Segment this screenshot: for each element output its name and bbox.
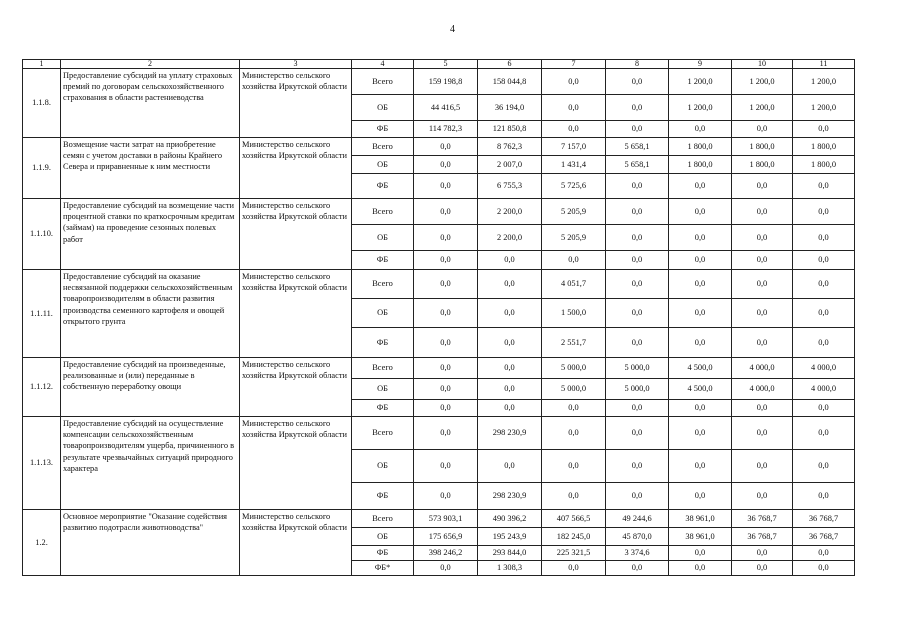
amount-cell: 5 658,1: [606, 156, 669, 174]
executor: Министерство сельского хозяйства Иркутской области: [240, 358, 352, 417]
amount-cell: 0,0: [414, 379, 478, 400]
funding-source: ОБ: [352, 379, 414, 400]
amount-cell: 0,0: [793, 483, 855, 510]
amount-cell: 293 844,0: [478, 546, 542, 561]
funding-source: ОБ: [352, 450, 414, 483]
funding-source: ОБ: [352, 528, 414, 546]
amount-cell: 573 903,1: [414, 510, 478, 528]
amount-cell: 0,0: [606, 450, 669, 483]
table-row: [23, 69, 855, 95]
amount-cell: 0,0: [606, 225, 669, 251]
amount-cell: 0,0: [732, 299, 793, 328]
amount-cell: 0,0: [793, 174, 855, 199]
amount-cell: 7 157,0: [542, 138, 606, 156]
table-row: [23, 358, 855, 379]
amount-cell: 398 246,2: [414, 546, 478, 561]
amount-cell: 0,0: [414, 328, 478, 358]
measure-name: Возмещение части затрат на приобретение семян с учетом доставки в районы Крайнего Севера и приравненные к ним местности: [61, 138, 240, 199]
amount-cell: 3 374,6: [606, 546, 669, 561]
table-row: [23, 510, 855, 528]
column-number: 8: [606, 60, 669, 69]
amount-cell: 36 768,7: [793, 528, 855, 546]
amount-cell: 0,0: [732, 199, 793, 225]
amount-cell: 0,0: [732, 561, 793, 576]
column-number: 1: [23, 60, 61, 69]
amount-cell: 0,0: [414, 270, 478, 299]
table-row: [23, 417, 855, 450]
amount-cell: 0,0: [732, 546, 793, 561]
amount-cell: 0,0: [414, 417, 478, 450]
amount-cell: 0,0: [669, 417, 732, 450]
amount-cell: 0,0: [732, 417, 793, 450]
column-number-row: [23, 60, 855, 69]
amount-cell: 0,0: [606, 199, 669, 225]
amount-cell: 0,0: [478, 358, 542, 379]
amount-cell: 1 800,0: [793, 156, 855, 174]
amount-cell: 0,0: [793, 225, 855, 251]
column-number: 5: [414, 60, 478, 69]
amount-cell: 2 551,7: [542, 328, 606, 358]
amount-cell: 0,0: [606, 417, 669, 450]
amount-cell: 5 205,9: [542, 199, 606, 225]
amount-cell: 195 243,9: [478, 528, 542, 546]
funding-source: Всего: [352, 199, 414, 225]
column-number: 9: [669, 60, 732, 69]
amount-cell: 38 961,0: [669, 510, 732, 528]
amount-cell: 5 000,0: [606, 358, 669, 379]
amount-cell: 0,0: [732, 270, 793, 299]
executor: Министерство сельского хозяйства Иркутской области: [240, 138, 352, 199]
amount-cell: 36 194,0: [478, 95, 542, 121]
amount-cell: 1 200,0: [793, 95, 855, 121]
amount-cell: 1 800,0: [793, 138, 855, 156]
item-number: 1.1.13.: [23, 417, 61, 510]
amount-cell: 45 870,0: [606, 528, 669, 546]
amount-cell: 0,0: [793, 251, 855, 270]
item-number: 1.1.11.: [23, 270, 61, 358]
measure-name: Предоставление субсидий на уплату страховых премий по договорам сельскохозяйственного страхования в области растениеводства: [61, 69, 240, 138]
amount-cell: 0,0: [606, 69, 669, 95]
amount-cell: 0,0: [414, 138, 478, 156]
amount-cell: 0,0: [793, 546, 855, 561]
amount-cell: 2 200,0: [478, 225, 542, 251]
funding-source: ОБ: [352, 95, 414, 121]
amount-cell: 0,0: [606, 328, 669, 358]
funding-source: ФБ: [352, 121, 414, 138]
amount-cell: 0,0: [669, 251, 732, 270]
amount-cell: 0,0: [669, 299, 732, 328]
measure-name: Предоставление субсидий на произведенные, реализованные и (или) переданные в собственную переработку овощи: [61, 358, 240, 417]
amount-cell: 1 200,0: [793, 69, 855, 95]
amount-cell: 4 000,0: [732, 358, 793, 379]
funding-source: ФБ: [352, 483, 414, 510]
amount-cell: 0,0: [606, 270, 669, 299]
amount-cell: 0,0: [478, 251, 542, 270]
funding-source: ФБ: [352, 328, 414, 358]
amount-cell: 407 566,5: [542, 510, 606, 528]
amount-cell: 0,0: [732, 483, 793, 510]
amount-cell: 0,0: [793, 417, 855, 450]
amount-cell: 38 961,0: [669, 528, 732, 546]
amount-cell: 1 308,3: [478, 561, 542, 576]
program-funding-table: [22, 59, 855, 576]
amount-cell: 8 762,3: [478, 138, 542, 156]
amount-cell: 0,0: [478, 328, 542, 358]
funding-source: Всего: [352, 270, 414, 299]
amount-cell: 0,0: [414, 358, 478, 379]
amount-cell: 158 044,8: [478, 69, 542, 95]
amount-cell: 0,0: [414, 225, 478, 251]
item-number: 1.1.8.: [23, 69, 61, 138]
amount-cell: 44 416,5: [414, 95, 478, 121]
amount-cell: 114 782,3: [414, 121, 478, 138]
amount-cell: 36 768,7: [793, 510, 855, 528]
amount-cell: 0,0: [669, 483, 732, 510]
amount-cell: 0,0: [669, 546, 732, 561]
funding-source: ФБ*: [352, 561, 414, 576]
amount-cell: 5 205,9: [542, 225, 606, 251]
amount-cell: 0,0: [542, 417, 606, 450]
amount-cell: 0,0: [542, 251, 606, 270]
funding-source: ФБ: [352, 251, 414, 270]
funding-source: Всего: [352, 69, 414, 95]
funding-source: ОБ: [352, 156, 414, 174]
page-number: 4: [450, 24, 455, 35]
amount-cell: 0,0: [478, 400, 542, 417]
amount-cell: 1 500,0: [542, 299, 606, 328]
amount-cell: 4 051,7: [542, 270, 606, 299]
executor: Министерство сельского хозяйства Иркутской области: [240, 270, 352, 358]
amount-cell: 4 000,0: [793, 379, 855, 400]
amount-cell: 0,0: [414, 174, 478, 199]
amount-cell: 0,0: [669, 270, 732, 299]
amount-cell: 490 396,2: [478, 510, 542, 528]
amount-cell: 0,0: [606, 174, 669, 199]
amount-cell: 0,0: [669, 450, 732, 483]
funding-source: ФБ: [352, 400, 414, 417]
amount-cell: 0,0: [542, 483, 606, 510]
executor: Министерство сельского хозяйства Иркутской области: [240, 417, 352, 510]
amount-cell: 5 000,0: [606, 379, 669, 400]
amount-cell: 0,0: [793, 450, 855, 483]
amount-cell: 175 656,9: [414, 528, 478, 546]
column-number: 7: [542, 60, 606, 69]
amount-cell: 0,0: [414, 299, 478, 328]
funding-source: Всего: [352, 510, 414, 528]
amount-cell: 0,0: [606, 400, 669, 417]
amount-cell: 1 800,0: [732, 138, 793, 156]
amount-cell: 0,0: [669, 561, 732, 576]
amount-cell: 0,0: [606, 299, 669, 328]
item-number: 1.1.10.: [23, 199, 61, 270]
amount-cell: 182 245,0: [542, 528, 606, 546]
amount-cell: 6 755,3: [478, 174, 542, 199]
amount-cell: 0,0: [414, 400, 478, 417]
amount-cell: 0,0: [542, 450, 606, 483]
item-number: 1.2.: [23, 510, 61, 576]
amount-cell: 2 007,0: [478, 156, 542, 174]
amount-cell: 5 000,0: [542, 358, 606, 379]
funding-source: ОБ: [352, 225, 414, 251]
amount-cell: 0,0: [414, 450, 478, 483]
amount-cell: 0,0: [542, 69, 606, 95]
measure-name: Предоставление субсидий на оказание несвязанной поддержки сельскохозяйственным товаропроизводителям в области развития производства семенного картофеля и овощей открытого грунта: [61, 270, 240, 358]
amount-cell: 0,0: [414, 251, 478, 270]
amount-cell: 0,0: [478, 270, 542, 299]
amount-cell: 4 500,0: [669, 379, 732, 400]
measure-name: Основное мероприятие "Оказание содействия развитию подотрасли животноводства": [61, 510, 240, 576]
amount-cell: 0,0: [669, 400, 732, 417]
amount-cell: 0,0: [542, 121, 606, 138]
amount-cell: 298 230,9: [478, 417, 542, 450]
item-number: 1.1.9.: [23, 138, 61, 199]
amount-cell: 0,0: [478, 379, 542, 400]
column-number: 10: [732, 60, 793, 69]
column-number: 3: [240, 60, 352, 69]
executor: Министерство сельского хозяйства Иркутской области: [240, 69, 352, 138]
amount-cell: 4 000,0: [793, 358, 855, 379]
amount-cell: 0,0: [606, 121, 669, 138]
amount-cell: 36 768,7: [732, 528, 793, 546]
amount-cell: 49 244,6: [606, 510, 669, 528]
table-row: [23, 138, 855, 156]
amount-cell: 2 200,0: [478, 199, 542, 225]
amount-cell: 0,0: [793, 270, 855, 299]
amount-cell: 0,0: [542, 561, 606, 576]
amount-cell: 0,0: [414, 561, 478, 576]
amount-cell: 0,0: [414, 199, 478, 225]
amount-cell: 0,0: [478, 450, 542, 483]
funding-source: ОБ: [352, 299, 414, 328]
amount-cell: 1 200,0: [669, 95, 732, 121]
amount-cell: 121 850,8: [478, 121, 542, 138]
executor: Министерство сельского хозяйства Иркутской области: [240, 199, 352, 270]
amount-cell: 0,0: [793, 199, 855, 225]
amount-cell: 0,0: [669, 328, 732, 358]
funding-source: ФБ: [352, 546, 414, 561]
amount-cell: 1 800,0: [732, 156, 793, 174]
amount-cell: 0,0: [793, 328, 855, 358]
amount-cell: 0,0: [732, 328, 793, 358]
amount-cell: 1 800,0: [669, 156, 732, 174]
column-number: 6: [478, 60, 542, 69]
amount-cell: 0,0: [793, 121, 855, 138]
amount-cell: 0,0: [793, 561, 855, 576]
column-number: 4: [352, 60, 414, 69]
column-number: 2: [61, 60, 240, 69]
amount-cell: 0,0: [542, 95, 606, 121]
amount-cell: 0,0: [669, 199, 732, 225]
amount-cell: 5 000,0: [542, 379, 606, 400]
measure-name: Предоставление субсидий на осуществление компенсации сельскохозяйственным товаропроизводителям ущерба, причиненного в результате чрезвычайных ситуаций природного характера: [61, 417, 240, 510]
amount-cell: 5 658,1: [606, 138, 669, 156]
amount-cell: 4 500,0: [669, 358, 732, 379]
funding-source: ФБ: [352, 174, 414, 199]
amount-cell: 0,0: [478, 299, 542, 328]
measure-name: Предоставление субсидий на возмещение части процентной ставки по краткосрочным кредитам (займам) на проведение сезонных полевых работ: [61, 199, 240, 270]
item-number: 1.1.12.: [23, 358, 61, 417]
amount-cell: 0,0: [669, 121, 732, 138]
amount-cell: 5 725,6: [542, 174, 606, 199]
amount-cell: 0,0: [606, 95, 669, 121]
amount-cell: 0,0: [414, 156, 478, 174]
column-number: 11: [793, 60, 855, 69]
amount-cell: 1 200,0: [732, 69, 793, 95]
funding-source: Всего: [352, 138, 414, 156]
amount-cell: 36 768,7: [732, 510, 793, 528]
table-row: [23, 199, 855, 225]
amount-cell: 0,0: [606, 483, 669, 510]
amount-cell: 0,0: [414, 483, 478, 510]
amount-cell: 225 321,5: [542, 546, 606, 561]
amount-cell: 298 230,9: [478, 483, 542, 510]
amount-cell: 0,0: [732, 225, 793, 251]
amount-cell: 0,0: [732, 251, 793, 270]
amount-cell: 0,0: [669, 225, 732, 251]
amount-cell: 0,0: [732, 450, 793, 483]
amount-cell: 4 000,0: [732, 379, 793, 400]
amount-cell: 0,0: [793, 400, 855, 417]
amount-cell: 0,0: [606, 251, 669, 270]
amount-cell: 159 198,8: [414, 69, 478, 95]
amount-cell: 1 200,0: [669, 69, 732, 95]
amount-cell: 0,0: [732, 121, 793, 138]
amount-cell: 0,0: [606, 561, 669, 576]
amount-cell: 0,0: [669, 174, 732, 199]
amount-cell: 1 431,4: [542, 156, 606, 174]
funding-source: Всего: [352, 417, 414, 450]
amount-cell: 0,0: [732, 174, 793, 199]
amount-cell: 0,0: [542, 400, 606, 417]
amount-cell: 0,0: [793, 299, 855, 328]
table-row: [23, 270, 855, 299]
amount-cell: 1 800,0: [669, 138, 732, 156]
amount-cell: 0,0: [732, 400, 793, 417]
executor: Министерство сельского хозяйства Иркутской области: [240, 510, 352, 576]
amount-cell: 1 200,0: [732, 95, 793, 121]
funding-source: Всего: [352, 358, 414, 379]
